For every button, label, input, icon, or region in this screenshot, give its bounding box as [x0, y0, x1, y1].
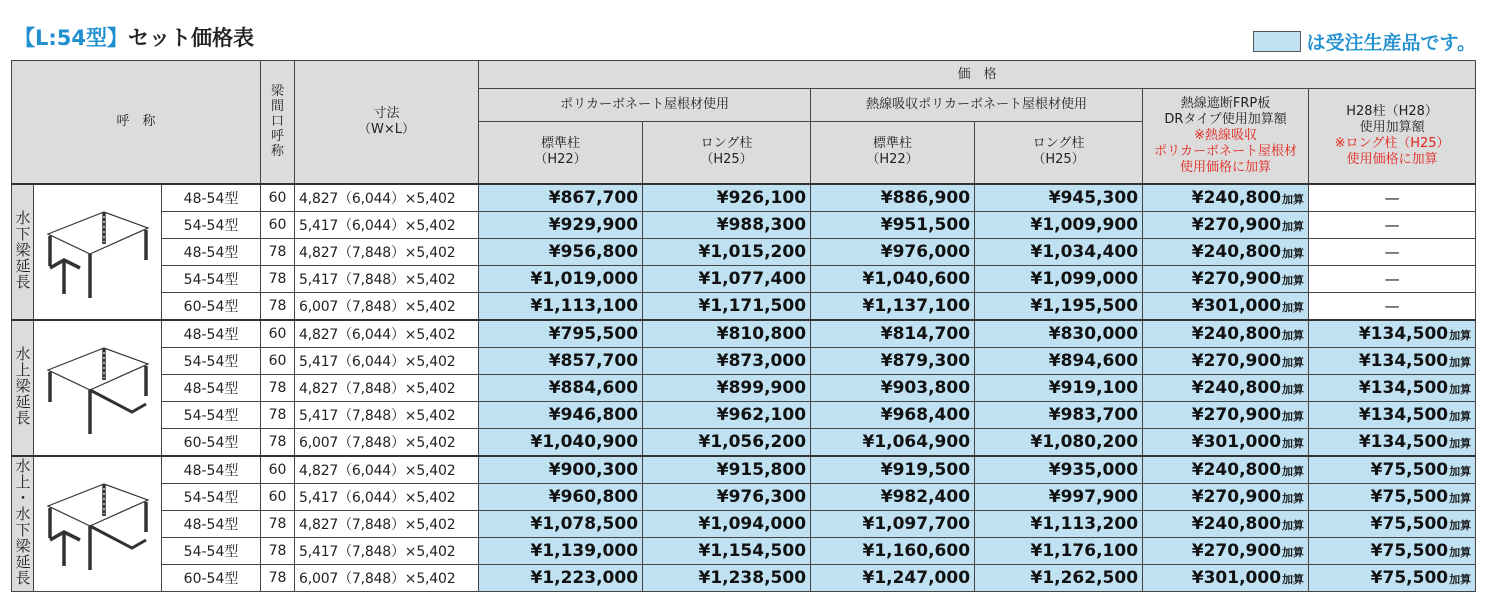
price-long_poly: ¥1,094,000 [643, 510, 811, 537]
price-h28-addon [1309, 456, 1476, 484]
group-label-text: 水上梁延長 [13, 345, 32, 426]
model-name: 60-54型 [162, 428, 261, 456]
model-name: 54-54型 [162, 537, 261, 564]
price-frp-addon [1143, 374, 1309, 401]
price-long_heat: ¥1,113,200 [975, 510, 1143, 537]
price-table-body [12, 61, 1476, 592]
price-std_poly: ¥960,800 [479, 483, 643, 510]
header-h28-note: ※ロング柱（H25） 使用価格に加算 [1334, 135, 1450, 167]
beam-span: 78 [261, 238, 295, 265]
table-row [12, 510, 1476, 537]
price-std_heat: ¥968,400 [811, 401, 975, 428]
price-std_heat: ¥1,097,700 [811, 510, 975, 537]
price-frp-addon [1143, 428, 1309, 456]
price-long_poly: ¥873,000 [643, 347, 811, 374]
price-std_heat: ¥1,137,100 [811, 292, 975, 320]
legend-text: は受注生産品です。 [1306, 32, 1476, 54]
page-title [14, 22, 254, 52]
price-long_heat: ¥1,195,500 [975, 292, 1143, 320]
kasan-label: 加算 [1282, 464, 1305, 478]
price-long_poly: ¥1,015,200 [643, 238, 811, 265]
table-row [12, 211, 1476, 238]
header-heat-absorb: 熱線吸収ポリカーボネート屋根材使用 [811, 89, 1143, 122]
price-h28-addon: — [1309, 184, 1476, 212]
price-frp-addon [1143, 456, 1309, 484]
price-std_poly: ¥867,700 [479, 184, 643, 212]
beam-span: 78 [261, 401, 295, 428]
model-name: 48-54型 [162, 238, 261, 265]
kasan-label: 加算 [1282, 328, 1305, 342]
table-row [12, 564, 1476, 591]
price-long_poly: ¥1,238,500 [643, 564, 811, 591]
price-long_poly: ¥976,300 [643, 483, 811, 510]
price-std_poly: ¥1,139,000 [479, 537, 643, 564]
price-frp-addon [1143, 564, 1309, 591]
dimension: 5,417（6,044）×5,402 [295, 211, 479, 238]
header-long-post-heat: ロング柱 （H25） [975, 122, 1143, 184]
beam-span: 78 [261, 265, 295, 292]
price-h28-addon [1309, 428, 1476, 456]
price-long_heat: ¥1,080,200 [975, 428, 1143, 456]
price-long_heat: ¥1,009,900 [975, 211, 1143, 238]
kasan-label: 加算 [1282, 246, 1305, 260]
price-std_poly: ¥1,113,100 [479, 292, 643, 320]
price-std_heat: ¥1,040,600 [811, 265, 975, 292]
price-value: ¥75,500 [1370, 567, 1449, 588]
dimension: 6,007（7,848）×5,402 [295, 564, 479, 591]
price-std_heat: ¥1,160,600 [811, 537, 975, 564]
price-value: ¥134,500 [1358, 350, 1449, 371]
beam-span: 78 [261, 510, 295, 537]
kasan-label: 加算 [1282, 491, 1305, 505]
price-std_heat: ¥919,500 [811, 456, 975, 484]
price-value: ¥301,000 [1191, 431, 1282, 452]
model-name: 60-54型 [162, 292, 261, 320]
price-value: ¥270,900 [1191, 404, 1282, 425]
price-frp-addon [1143, 483, 1309, 510]
carport-diagram-icon [34, 320, 162, 456]
group-label [12, 456, 34, 592]
beam-span: 78 [261, 428, 295, 456]
price-long_poly: ¥1,171,500 [643, 292, 811, 320]
table-row [12, 184, 1476, 212]
table-row [12, 238, 1476, 265]
kasan-label: 加算 [1282, 300, 1305, 314]
price-long_heat: ¥945,300 [975, 184, 1143, 212]
price-value: ¥75,500 [1370, 540, 1449, 561]
beam-span: 60 [261, 483, 295, 510]
table-row [12, 428, 1476, 456]
price-frp-addon [1143, 510, 1309, 537]
beam-span: 78 [261, 292, 295, 320]
price-std_heat: ¥1,064,900 [811, 428, 975, 456]
price-value: ¥134,500 [1358, 323, 1449, 344]
model-name: 48-54型 [162, 184, 261, 212]
price-std_heat: ¥903,800 [811, 374, 975, 401]
dimension: 4,827（7,848）×5,402 [295, 510, 479, 537]
model-name: 48-54型 [162, 374, 261, 401]
price-std_poly: ¥1,223,000 [479, 564, 643, 591]
price-value: ¥134,500 [1358, 431, 1449, 452]
header-polycarbonate: ポリカーボネート屋根材使用 [479, 89, 811, 122]
header-price: 価 格 [479, 61, 1476, 89]
price-std_poly: ¥900,300 [479, 456, 643, 484]
price-std_heat: ¥879,300 [811, 347, 975, 374]
header-frp-note: ※熱線吸収 ポリカーボネート屋根材 使用価格に加算 [1154, 127, 1297, 175]
price-value: ¥240,800 [1191, 241, 1282, 262]
price-value: ¥75,500 [1370, 459, 1449, 480]
title-row [0, 0, 1490, 60]
kasan-label: 加算 [1449, 409, 1472, 423]
price-h28-addon [1309, 320, 1476, 348]
beam-span: 60 [261, 456, 295, 484]
model-name: 60-54型 [162, 564, 261, 591]
price-frp-addon [1143, 347, 1309, 374]
table-row [12, 347, 1476, 374]
model-name: 54-54型 [162, 401, 261, 428]
group-label-text: 水上・水下梁延長 [13, 457, 32, 586]
kasan-label: 加算 [1282, 192, 1305, 206]
header-frp-label: 熱線遮断FRP板 DRタイプ使用加算額 [1164, 95, 1287, 127]
model-name: 54-54型 [162, 265, 261, 292]
dimension: 5,417（7,848）×5,402 [295, 537, 479, 564]
price-long_poly: ¥1,056,200 [643, 428, 811, 456]
kasan-label: 加算 [1282, 382, 1305, 396]
price-long_poly: ¥1,154,500 [643, 537, 811, 564]
table-row [12, 265, 1476, 292]
title-tag: 【L:54型】 [14, 26, 129, 50]
price-frp-addon [1143, 184, 1309, 212]
dimension: 4,827（6,044）×5,402 [295, 456, 479, 484]
price-long_heat: ¥1,176,100 [975, 537, 1143, 564]
table-row [12, 456, 1476, 484]
price-value: ¥270,900 [1191, 540, 1282, 561]
price-long_poly: ¥810,800 [643, 320, 811, 348]
kasan-label: 加算 [1449, 328, 1472, 342]
price-value: ¥270,900 [1191, 486, 1282, 507]
beam-span: 60 [261, 320, 295, 348]
kasan-label: 加算 [1449, 436, 1472, 450]
beam-span: 78 [261, 564, 295, 591]
price-h28-addon: — [1309, 265, 1476, 292]
price-long_poly: ¥926,100 [643, 184, 811, 212]
price-std_poly: ¥1,040,900 [479, 428, 643, 456]
beam-span: 60 [261, 347, 295, 374]
model-name: 48-54型 [162, 510, 261, 537]
price-h28-addon [1309, 374, 1476, 401]
header-frp [1143, 89, 1309, 184]
price-long_poly: ¥915,800 [643, 456, 811, 484]
price-value: ¥270,900 [1191, 350, 1282, 371]
price-std_heat: ¥1,247,000 [811, 564, 975, 591]
kasan-label: 加算 [1282, 273, 1305, 287]
price-value: ¥240,800 [1191, 459, 1282, 480]
price-long_poly: ¥988,300 [643, 211, 811, 238]
title-text: セット価格表 [128, 26, 255, 50]
price-value: ¥240,800 [1191, 513, 1282, 534]
price-frp-addon [1143, 320, 1309, 348]
header-h28-label: H28柱（H28） 使用加算額 [1346, 103, 1438, 135]
table-row [12, 292, 1476, 320]
header-standard-post-poly: 標準柱 （H22） [479, 122, 643, 184]
price-frp-addon [1143, 401, 1309, 428]
kasan-label: 加算 [1449, 464, 1472, 478]
price-h28-addon [1309, 483, 1476, 510]
price-value: ¥270,900 [1191, 268, 1282, 289]
carport-diagram-icon [34, 456, 162, 592]
price-value: ¥240,800 [1191, 377, 1282, 398]
dimension: 4,827（7,848）×5,402 [295, 374, 479, 401]
price-std_poly: ¥884,600 [479, 374, 643, 401]
price-h28-addon [1309, 347, 1476, 374]
dimension: 5,417（7,848）×5,402 [295, 265, 479, 292]
price-value: ¥240,800 [1191, 323, 1282, 344]
kasan-label: 加算 [1449, 518, 1472, 532]
price-std_poly: ¥857,700 [479, 347, 643, 374]
price-std_poly: ¥956,800 [479, 238, 643, 265]
table-row [12, 537, 1476, 564]
model-name: 48-54型 [162, 456, 261, 484]
kasan-label: 加算 [1449, 355, 1472, 369]
price-frp-addon [1143, 211, 1309, 238]
price-frp-addon [1143, 265, 1309, 292]
kasan-label: 加算 [1282, 436, 1305, 450]
price-h28-addon: — [1309, 238, 1476, 265]
dimension: 5,417（6,044）×5,402 [295, 347, 479, 374]
price-std_heat: ¥982,400 [811, 483, 975, 510]
kasan-label: 加算 [1282, 518, 1305, 532]
price-frp-addon [1143, 537, 1309, 564]
dimension: 6,007（7,848）×5,402 [295, 428, 479, 456]
kasan-label: 加算 [1282, 572, 1305, 586]
price-long_heat: ¥1,034,400 [975, 238, 1143, 265]
group-label [12, 320, 34, 456]
price-std_heat: ¥976,000 [811, 238, 975, 265]
model-name: 54-54型 [162, 483, 261, 510]
price-long_heat: ¥1,262,500 [975, 564, 1143, 591]
model-name: 54-54型 [162, 347, 261, 374]
price-value: ¥240,800 [1191, 187, 1282, 208]
kasan-label: 加算 [1449, 491, 1472, 505]
kasan-label: 加算 [1282, 355, 1305, 369]
kasan-label: 加算 [1449, 572, 1472, 586]
header-dimension: 寸法 （W×L） [295, 61, 479, 184]
price-long_poly: ¥899,900 [643, 374, 811, 401]
model-name: 48-54型 [162, 320, 261, 348]
price-h28-addon: — [1309, 292, 1476, 320]
beam-span: 78 [261, 374, 295, 401]
price-long_heat: ¥997,900 [975, 483, 1143, 510]
kasan-label: 加算 [1282, 219, 1305, 233]
price-frp-addon [1143, 292, 1309, 320]
table-row [12, 374, 1476, 401]
price-h28-addon: — [1309, 211, 1476, 238]
header-beam: 梁 間 口 呼 称 [261, 61, 295, 184]
dimension: 6,007（7,848）×5,402 [295, 292, 479, 320]
model-name: 54-54型 [162, 211, 261, 238]
header-h28 [1309, 89, 1476, 184]
price-std_poly: ¥1,019,000 [479, 265, 643, 292]
dimension: 4,827（6,044）×5,402 [295, 184, 479, 212]
price-value: ¥301,000 [1191, 567, 1282, 588]
price-std_heat: ¥951,500 [811, 211, 975, 238]
kasan-label: 加算 [1449, 382, 1472, 396]
price-long_poly: ¥1,077,400 [643, 265, 811, 292]
dimension: 5,417（6,044）×5,402 [295, 483, 479, 510]
table-row [12, 483, 1476, 510]
price-frp-addon [1143, 238, 1309, 265]
price-h28-addon [1309, 401, 1476, 428]
price-long_heat: ¥919,100 [975, 374, 1143, 401]
price-std_heat: ¥886,900 [811, 184, 975, 212]
price-long_heat: ¥894,600 [975, 347, 1143, 374]
header-standard-post-heat: 標準柱 （H22） [811, 122, 975, 184]
price-value: ¥134,500 [1358, 377, 1449, 398]
price-h28-addon [1309, 537, 1476, 564]
price-table [11, 60, 1476, 592]
price-h28-addon [1309, 510, 1476, 537]
beam-span: 60 [261, 184, 295, 212]
price-std_heat: ¥814,700 [811, 320, 975, 348]
price-std_poly: ¥795,500 [479, 320, 643, 348]
price-value: ¥270,900 [1191, 214, 1282, 235]
price-long_heat: ¥983,700 [975, 401, 1143, 428]
dimension: 4,827（7,848）×5,402 [295, 238, 479, 265]
price-long_poly: ¥962,100 [643, 401, 811, 428]
carport-diagram-icon [34, 184, 162, 320]
kasan-label: 加算 [1282, 409, 1305, 423]
price-h28-addon [1309, 564, 1476, 591]
price-value: ¥134,500 [1358, 404, 1449, 425]
price-value: ¥301,000 [1191, 295, 1282, 316]
table-row [12, 320, 1476, 348]
dimension: 4,827（6,044）×5,402 [295, 320, 479, 348]
header-long-post-poly: ロング柱 （H25） [643, 122, 811, 184]
price-value: ¥75,500 [1370, 513, 1449, 534]
kasan-label: 加算 [1282, 545, 1305, 559]
header-name: 呼 称 [12, 61, 261, 184]
beam-span: 60 [261, 211, 295, 238]
group-label-text: 水下梁延長 [13, 209, 32, 290]
legend-swatch [1253, 31, 1301, 52]
table-row [12, 401, 1476, 428]
price-long_heat: ¥830,000 [975, 320, 1143, 348]
beam-span: 78 [261, 537, 295, 564]
price-std_poly: ¥946,800 [479, 401, 643, 428]
dimension: 5,417（7,848）×5,402 [295, 401, 479, 428]
price-long_heat: ¥935,000 [975, 456, 1143, 484]
price-value: ¥75,500 [1370, 486, 1449, 507]
kasan-label: 加算 [1449, 545, 1472, 559]
price-long_heat: ¥1,099,000 [975, 265, 1143, 292]
group-label [12, 184, 34, 320]
price-std_poly: ¥1,078,500 [479, 510, 643, 537]
legend [1253, 28, 1476, 55]
price-std_poly: ¥929,900 [479, 211, 643, 238]
